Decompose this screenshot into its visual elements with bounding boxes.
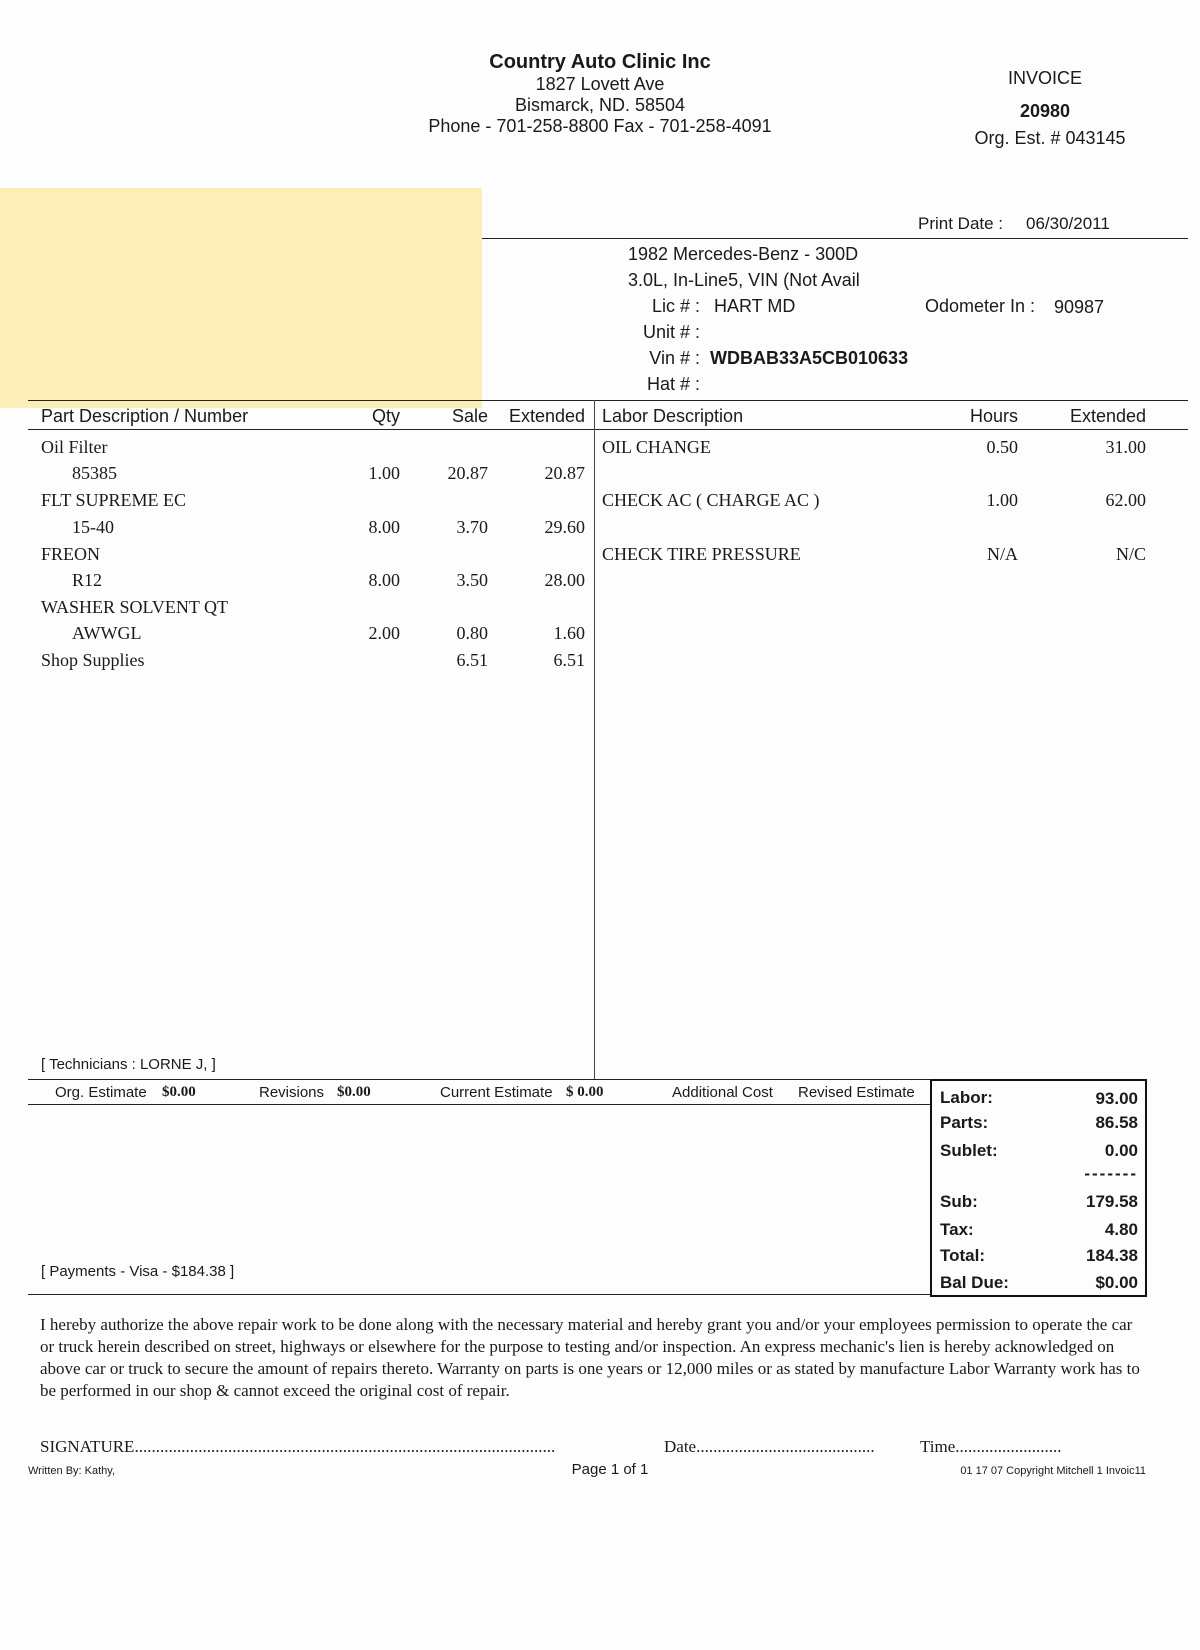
labor-col-hours: Hours [969, 406, 1018, 426]
shop-supplies-label: Shop Supplies [41, 650, 145, 670]
parts-col-sale: Sale [451, 406, 488, 426]
current-estimate-value: $ 0.00 [566, 1084, 604, 1100]
part-name: FREON [41, 544, 101, 564]
sublet-value: 0.00 [1104, 1141, 1138, 1160]
signature-line: SIGNATURE................................................................................................... [40, 1437, 556, 1456]
vin-label: Vin # : [649, 348, 700, 368]
part-qty: 2.00 [368, 623, 400, 643]
technicians: [ Technicians : LORNE J, ] [41, 1056, 216, 1073]
part-sale: 3.50 [456, 570, 488, 590]
shop-supplies-extended: 6.51 [553, 650, 585, 670]
lic-value: HART MD [714, 296, 796, 316]
revisions-value: $0.00 [337, 1084, 371, 1100]
org-estimate-number: Org. Est. # 043145 [974, 128, 1126, 148]
labor-hours: 0.50 [986, 437, 1018, 457]
part-name: WASHER SOLVENT QT [41, 597, 229, 617]
estimate-bottom-line [28, 1104, 930, 1105]
labor-description: OIL CHANGE [602, 437, 711, 457]
labor-total-label: Labor: [940, 1088, 993, 1107]
part-extended: 29.60 [544, 517, 585, 537]
table-column-divider [594, 400, 595, 1080]
labor-col-description: Labor Description [602, 406, 744, 426]
table-header-line [28, 429, 1188, 430]
header-divider [482, 238, 1188, 239]
unit-label: Unit # : [642, 322, 700, 342]
tax-label: Tax: [940, 1220, 974, 1239]
vehicle-model: 1982 Mercedes-Benz - 300D [628, 244, 859, 264]
vin-value: WDBAB33A5CB010633 [710, 348, 909, 368]
print-date: 06/30/2011 [1026, 214, 1110, 233]
part-number: R12 [72, 570, 103, 590]
hat-label: Hat # : [646, 374, 700, 394]
parts-total-value: 86.58 [1095, 1113, 1138, 1132]
labor-hours: 1.00 [986, 490, 1018, 510]
page-number: Page 1 of 1 [571, 1461, 649, 1478]
payments-bottom-line [28, 1294, 930, 1295]
authorization-text: I hereby authorize the above repair work to be done along with the necessary material and hereby grant you and/or your employees permission to operate the car or truck herein described on street, highways or elsewhere for the purpose to testing and/or inspection. An express mechanic's lien is hereby acknowledged on above car or truck to secure the amount of repairs thereto. Warranty on parts is one years or 12,000 miles or as stated by manufacture Labor Warranty work has to be performed in our shop & cannot exceed the original cost of repair. [40, 1315, 1140, 1400]
labor-extended: 62.00 [1105, 490, 1146, 510]
labor-extended: N/C [1115, 544, 1146, 564]
payments: [ Payments - Visa - $184.38 ] [41, 1263, 235, 1280]
odometer-value: 90987 [1054, 297, 1105, 317]
org-estimate-value: $0.00 [162, 1084, 196, 1100]
part-number: 15-40 [72, 517, 114, 537]
part-number: 85385 [72, 463, 117, 483]
parts-col-qty: Qty [371, 406, 400, 426]
labor-total-value: 93.00 [1095, 1089, 1138, 1108]
shop-phone-fax: Phone - 701-258-8800 Fax - 701-258-4091 [428, 116, 772, 136]
copyright: 01 17 07 Copyright Mitchell 1 Invoic11 [960, 1465, 1146, 1477]
shop-supplies-sale: 6.51 [456, 650, 488, 670]
part-qty: 1.00 [368, 463, 400, 483]
time-line: Time......................... [920, 1437, 1062, 1456]
additional-cost-label: Additional Cost [672, 1084, 773, 1101]
labor-hours: N/A [987, 544, 1018, 564]
part-sale: 3.70 [456, 517, 488, 537]
parts-col-description: Part Description / Number [41, 406, 249, 426]
part-qty: 8.00 [368, 517, 400, 537]
tax-value: 4.80 [1104, 1220, 1138, 1239]
sub-value: 179.58 [1086, 1192, 1138, 1211]
doc-type: INVOICE [1007, 68, 1082, 88]
part-qty: 8.00 [368, 570, 400, 590]
parts-total-label: Parts: [940, 1113, 989, 1132]
part-name: Oil Filter [41, 437, 108, 457]
parts-col-extended: Extended [508, 406, 585, 426]
invoice-number: 20980 [1019, 101, 1071, 121]
labor-description: CHECK AC ( CHARGE AC ) [602, 490, 820, 510]
total-value: 184.38 [1086, 1246, 1138, 1265]
table-top-line [28, 400, 1188, 401]
revisions-label: Revisions [259, 1084, 325, 1101]
org-estimate-label: Org. Estimate [55, 1084, 147, 1101]
part-name: FLT SUPREME EC [41, 490, 187, 510]
total-label: Total: [940, 1246, 986, 1265]
revised-estimate-label: Revised Estimate [798, 1084, 915, 1101]
labor-description: CHECK TIRE PRESSURE [602, 544, 801, 564]
sublet-label: Sublet: [940, 1141, 998, 1160]
lic-label: Lic # : [651, 296, 700, 316]
current-estimate-label: Current Estimate [440, 1084, 553, 1101]
shop-address: 1827 Lovett Ave [535, 74, 665, 94]
part-sale: 20.87 [447, 463, 488, 483]
part-extended: 28.00 [544, 570, 585, 590]
date-line: Date.......................................... [664, 1437, 875, 1456]
part-sale: 0.80 [456, 623, 488, 643]
vehicle-engine: 3.0L, In-Line5, VIN (Not Avail [628, 270, 860, 290]
part-number: AWWGL [72, 623, 142, 643]
labor-extended: 31.00 [1105, 437, 1146, 457]
subtotal-divider: ------- [1084, 1164, 1138, 1183]
labor-col-extended: Extended [1069, 406, 1146, 426]
shop-city: Bismarck, ND. 58504 [514, 95, 686, 115]
print-date-label: Print Date : [918, 214, 1004, 233]
balance-due-value: $0.00 [1095, 1273, 1138, 1292]
part-extended: 1.60 [553, 623, 585, 643]
part-extended: 20.87 [544, 463, 585, 483]
balance-due-label: Bal Due: [940, 1273, 1009, 1292]
written-by: Written By: Kathy, [28, 1465, 116, 1477]
odometer-label: Odometer In : [925, 296, 1036, 316]
sub-label: Sub: [940, 1192, 978, 1211]
shop-name: Country Auto Clinic Inc [489, 51, 711, 73]
sticky-note [0, 188, 482, 408]
